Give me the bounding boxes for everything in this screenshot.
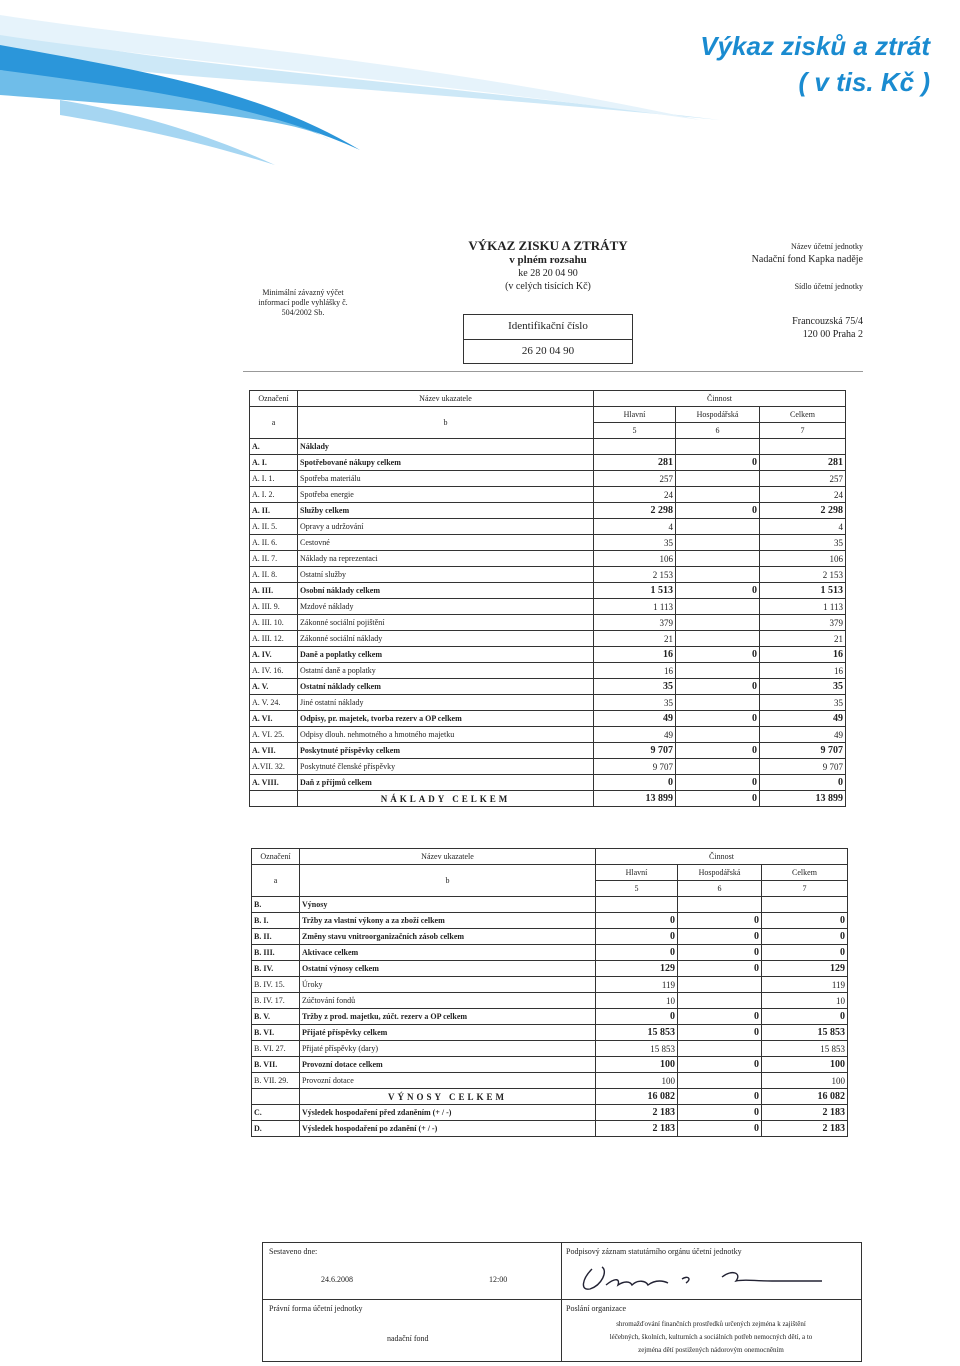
id-number-box [463, 314, 633, 364]
table-row [252, 1121, 848, 1137]
table-row [252, 1057, 848, 1073]
row-economic: 0 [678, 1057, 762, 1073]
table-row [252, 961, 848, 977]
row-total: 100 [762, 1057, 848, 1073]
row-code: A. II. 7. [250, 551, 298, 567]
row-total [762, 897, 848, 913]
row-total: 1 113 [760, 599, 846, 615]
row-economic [676, 631, 760, 647]
statement-scope: v plném rozsahu [509, 254, 587, 266]
row-code: D. [252, 1121, 300, 1137]
row-code: B. VII. 29. [252, 1073, 300, 1089]
row-main: 257 [594, 471, 676, 487]
id-number-value: 26 20 04 90 [521, 345, 575, 357]
row-main: 2 183 [596, 1105, 678, 1121]
table-row [252, 1025, 848, 1041]
row-name: Náklady na reprezentaci [298, 551, 594, 567]
table-row [250, 759, 846, 775]
row-economic [676, 487, 760, 503]
row-name: Provozní dotace celkem [300, 1057, 596, 1073]
row-total: 24 [760, 487, 846, 503]
row-total: 35 [760, 679, 846, 695]
page-title [700, 28, 930, 100]
row-code: A. III. 10. [250, 615, 298, 631]
row-total: 0 [760, 775, 846, 791]
row-name: Daně a poplatky celkem [298, 647, 594, 663]
row-total: 16 [760, 647, 846, 663]
row-main: 9 707 [594, 743, 676, 759]
row-total: 15 853 [762, 1025, 848, 1041]
row-name: Mzdové náklady [298, 599, 594, 615]
row-total: 10 [762, 993, 848, 1009]
compiled-time: 12:00 [489, 1275, 508, 1284]
table-row [250, 519, 846, 535]
revenue-total-label: VÝNOSY CELKEM [300, 1089, 596, 1105]
table-row [250, 647, 846, 663]
row-code: A. I. 2. [250, 487, 298, 503]
row-name: Poskytnuté příspěvky celkem [298, 743, 594, 759]
row-economic: 0 [676, 583, 760, 599]
row-total: 0 [762, 945, 848, 961]
row-total: 16 [760, 663, 846, 679]
row-code: A. II. 6. [250, 535, 298, 551]
table-row [250, 679, 846, 695]
row-total: 0 [762, 1009, 848, 1025]
row-code: A. VI. 25. [250, 727, 298, 743]
statement-title-block [443, 238, 653, 293]
row-main: 0 [596, 929, 678, 945]
table-row [250, 503, 846, 519]
legal-form-value: nadační fond [387, 1334, 429, 1343]
table-row [250, 743, 846, 759]
entity-city: 120 00 Praha 2 [802, 329, 863, 340]
row-name: Náklady [298, 439, 594, 455]
row-main: 1 513 [594, 583, 676, 599]
row-name: Spotřeba materiálu [298, 471, 594, 487]
row-name: Spotřebované nákupy celkem [298, 455, 594, 471]
row-name: Daň z příjmů celkem [298, 775, 594, 791]
row-main: 49 [594, 727, 676, 743]
table-row [250, 663, 846, 679]
costs-table: Označení Název ukazatele Činnost a b Hlavní Hospodářská Celkem 5 6 7 A. Náklady A. I. Spotřebované nákupy celkem 281 0 281 A. I. 1. Spotřeba materiálu 257 257 A. I. 2. Spotřeba energie 24 24 A. II. Služby celkem 2 298 0 2 298 A. II. 5. Opravy a udržování 4 4 A. II. 6. Cestovné 35 35 A. II. 7. Náklady na reprezentaci 106 106 A. II. 8. Ostatní služby 2 153 2 153 A. III. Osobní náklady celkem 1 513 0 1 513 A. III. 9. Mzdové náklady 1 113 1 113 A. III. 10. Zákonné sociální pojištění 379 379 A. III. 12. Zákonné sociální náklady 21 21 A. IV. Daně a poplatky celkem 16 0 16 A. IV. 16. Ostatní daně a poplatky 16 16 A. V. Ostatní náklady celkem 35 0 35 A. V. 24. Jiné ostatní náklady 35 35 A. VI. Odpisy, pr. majetek, tvorba rezerv a OP celkem 49 0 49 A. VI. 25. Odpisy dlouh. nehmotného a hmotného majetku 49 49 A. VII. Poskytnuté příspěvky celkem 9 707 0 9 707 A.VII. 32. Poskytnuté členské příspěvky 9 707 9 707 A. VIII. Daň z příjmů celkem 0 0 0 NÁKLADY CELKEM 13 899 0 13 899 [249, 390, 846, 807]
row-economic [676, 759, 760, 775]
table-row [250, 487, 846, 503]
row-economic [678, 1041, 762, 1057]
compiled-date: 24.6.2008 [321, 1275, 353, 1284]
row-total: 2 298 [760, 503, 846, 519]
table-row [250, 535, 846, 551]
row-economic [678, 1073, 762, 1089]
row-economic [678, 977, 762, 993]
row-code: B. I. [252, 913, 300, 929]
row-code: A. V. 24. [250, 695, 298, 711]
row-main: 16 [594, 663, 676, 679]
row-code: B. VII. [252, 1057, 300, 1073]
row-economic [676, 727, 760, 743]
row-code: A. I. 1. [250, 471, 298, 487]
revenue-table: Označení Název ukazatele Činnost a b Hlavní Hospodářská Celkem 5 6 7 B. Výnosy B. I. Tržby za vlastní výkony a za zboží celkem 0 0 0 B. II. Změny stavu vnitroorganizačních zásob celkem 0 0 0 B. III. Aktivace celkem 0 0 0 B. IV. Ostatní výnosy celkem 129 0 129 B. IV. 15. Úroky 119 119 B. IV. 17. Zúčtování fondů 10 10 B. V. Tržby z prod. majetku, zúčt. rezerv a OP celkem 0 0 0 B. VI. Přijaté příspěvky celkem 15 853 0 15 853 B. VI. 27. Přijaté příspěvky (dary) 15 853 15 853 B. VII. Provozní dotace celkem 100 0 100 B. VII. 29. Provozní dotace 100 100 VÝNOSY CELKEM 16 082 0 16 082 C. Výsledek hospodaření před zdaněním (+ / -) 2 183 0 2 183 D. Výsledek hospodaření po zdanění (+ / -) 2 183 0 2 183 [251, 848, 848, 1137]
table-row [250, 631, 846, 647]
row-name: Zákonné sociální pojištění [298, 615, 594, 631]
row-name: Cestovné [298, 535, 594, 551]
row-economic: 0 [678, 1025, 762, 1041]
row-economic: 0 [678, 1009, 762, 1025]
table-row [252, 1009, 848, 1025]
row-code: B. VI. [252, 1025, 300, 1041]
table-row [250, 471, 846, 487]
row-economic: 0 [678, 1105, 762, 1121]
revenue-total-row: VÝNOSY CELKEM 16 082 0 16 082 [252, 1089, 848, 1105]
row-code: A. III. 9. [250, 599, 298, 615]
col-economic: Hospodářská [676, 407, 760, 423]
row-name: Přijaté příspěvky celkem [300, 1025, 596, 1041]
table-row [252, 897, 848, 913]
page-title-line1: Výkaz zisků a ztrát [700, 31, 930, 61]
row-main: 0 [596, 1009, 678, 1025]
row-total: 281 [760, 455, 846, 471]
row-code: B. IV. 15. [252, 977, 300, 993]
row-code: B. III. [252, 945, 300, 961]
row-main: 129 [596, 961, 678, 977]
row-economic: 0 [678, 1121, 762, 1137]
row-economic: 0 [678, 945, 762, 961]
row-total: 2 183 [762, 1121, 848, 1137]
row-total: 379 [760, 615, 846, 631]
row-economic [676, 599, 760, 615]
row-economic [676, 519, 760, 535]
row-main: 119 [596, 977, 678, 993]
row-total: 119 [762, 977, 848, 993]
row-main: 1 113 [594, 599, 676, 615]
legal-form-label: Právní forma účetní jednotky [269, 1304, 363, 1313]
table-row [250, 727, 846, 743]
legal-note: Minimální závazný výčet informací podle vyhlášky č. 504/2002 Sb. [258, 288, 348, 317]
row-total: 9 707 [760, 759, 846, 775]
row-code: A. II. [250, 503, 298, 519]
col-name: Název ukazatele [298, 391, 594, 407]
header-waves-decoration [0, 0, 720, 200]
table-row [250, 711, 846, 727]
row-economic [676, 567, 760, 583]
row-economic [676, 471, 760, 487]
table-row [250, 455, 846, 471]
col-activity: Činnost [594, 391, 846, 407]
row-total: 9 707 [760, 743, 846, 759]
row-code: A. II. 8. [250, 567, 298, 583]
row-main: 9 707 [594, 759, 676, 775]
row-economic: 0 [678, 913, 762, 929]
row-name: Tržby za vlastní výkony a za zboží celkem [300, 913, 596, 929]
statement-units: (v celých tisících Kč) [505, 281, 591, 292]
row-code: A. VII. [250, 743, 298, 759]
signature-icon [572, 1259, 832, 1297]
row-name: Ostatní výnosy celkem [300, 961, 596, 977]
table-row [252, 945, 848, 961]
row-code: A. VI. [250, 711, 298, 727]
row-economic: 0 [676, 647, 760, 663]
row-name: Opravy a udržování [298, 519, 594, 535]
row-code: B. IV. [252, 961, 300, 977]
row-main: 100 [596, 1073, 678, 1089]
header-divider [243, 371, 863, 372]
row-total: 2 153 [760, 567, 846, 583]
row-total: 35 [760, 535, 846, 551]
row-total: 129 [762, 961, 848, 977]
row-main: 0 [594, 775, 676, 791]
row-code: A. VIII. [250, 775, 298, 791]
row-total: 257 [760, 471, 846, 487]
table-row [252, 913, 848, 929]
page-title-line2: ( v tis. Kč ) [798, 67, 930, 97]
table-row [250, 695, 846, 711]
row-name: Tržby z prod. majetku, zúčt. rezerv a OP celkem [300, 1009, 596, 1025]
row-main: 100 [596, 1057, 678, 1073]
row-name: Ostatní náklady celkem [298, 679, 594, 695]
col-designation: Označení [250, 391, 298, 407]
row-main: 35 [594, 695, 676, 711]
row-total: 21 [760, 631, 846, 647]
row-code: A. II. 5. [250, 519, 298, 535]
table-row [252, 993, 848, 1009]
row-economic [676, 615, 760, 631]
row-name: Osobní náklady celkem [298, 583, 594, 599]
row-main [596, 897, 678, 913]
table-row [250, 439, 846, 455]
row-main: 35 [594, 535, 676, 551]
row-economic [676, 535, 760, 551]
row-main: 15 853 [596, 1041, 678, 1057]
row-main: 0 [596, 913, 678, 929]
compiled-label: Sestaveno dne: [269, 1247, 318, 1256]
row-code: B. IV. 17. [252, 993, 300, 1009]
row-economic [676, 663, 760, 679]
row-economic: 0 [676, 775, 760, 791]
entity-street: Francouzská 75/4 [792, 316, 863, 327]
costs-total-label: NÁKLADY CELKEM [298, 791, 594, 807]
entity-name: Nadační fond Kapka naděje [751, 254, 863, 265]
table-row [250, 567, 846, 583]
row-main: 16 [594, 647, 676, 663]
row-economic [676, 439, 760, 455]
row-main: 106 [594, 551, 676, 567]
row-main: 15 853 [596, 1025, 678, 1041]
entity-info: Název účetní jednotky Nadační fond Kapka naděje Sídlo účetní jednotky Francouzská 75/4 120 00 Praha 2 [713, 240, 863, 341]
row-main: 10 [596, 993, 678, 1009]
row-name: Ostatní daně a poplatky [298, 663, 594, 679]
row-name: Aktivace celkem [300, 945, 596, 961]
row-name: Úroky [300, 977, 596, 993]
row-total: 100 [762, 1073, 848, 1089]
row-main: 2 298 [594, 503, 676, 519]
signature-footer [262, 1242, 862, 1362]
row-name: Provozní dotace [300, 1073, 596, 1089]
table-row [252, 1105, 848, 1121]
row-total: 4 [760, 519, 846, 535]
table-row [252, 977, 848, 993]
row-name: Výsledek hospodaření před zdaněním (+ / -) [300, 1105, 596, 1121]
row-name: Odpisy dlouh. nehmotného a hmotného majetku [298, 727, 594, 743]
row-code: A. IV. 16. [250, 663, 298, 679]
table-row [250, 599, 846, 615]
col-total: Celkem [760, 407, 846, 423]
table-row [250, 583, 846, 599]
row-main: 4 [594, 519, 676, 535]
row-total: 49 [760, 727, 846, 743]
row-name: Změny stavu vnitroorganizačních zásob celkem [300, 929, 596, 945]
table-row [250, 775, 846, 791]
row-name: Spotřeba energie [298, 487, 594, 503]
row-economic [678, 993, 762, 1009]
statement-date: ke 28 20 04 90 [518, 268, 578, 279]
row-economic [676, 695, 760, 711]
row-economic [676, 551, 760, 567]
row-code: B. II. [252, 929, 300, 945]
row-main: 379 [594, 615, 676, 631]
row-economic: 0 [676, 711, 760, 727]
row-main: 24 [594, 487, 676, 503]
row-total: 35 [760, 695, 846, 711]
col-main: Hlavní [594, 407, 676, 423]
row-economic [678, 897, 762, 913]
row-code: A. V. [250, 679, 298, 695]
row-total: 1 513 [760, 583, 846, 599]
row-economic: 0 [678, 929, 762, 945]
statement-title: VÝKAZ ZISKU A ZTRÁTY [468, 238, 628, 253]
row-total: 106 [760, 551, 846, 567]
row-name: Výnosy [300, 897, 596, 913]
signature-label: Podpisový záznam statutárního orgánu účetní jednotky [566, 1247, 742, 1256]
row-main: 35 [594, 679, 676, 695]
row-name: Jiné ostatní náklady [298, 695, 594, 711]
row-main: 49 [594, 711, 676, 727]
row-economic: 0 [676, 503, 760, 519]
row-name: Ostatní služby [298, 567, 594, 583]
row-name: Výsledek hospodaření po zdanění (+ / -) [300, 1121, 596, 1137]
row-economic: 0 [676, 455, 760, 471]
row-code: B. VI. 27. [252, 1041, 300, 1057]
table-row [250, 551, 846, 567]
row-code: B. V. [252, 1009, 300, 1025]
row-code: A.VII. 32. [250, 759, 298, 775]
row-total [760, 439, 846, 455]
row-code: C. [252, 1105, 300, 1121]
row-code: A. III. [250, 583, 298, 599]
row-economic: 0 [678, 961, 762, 977]
row-main: 281 [594, 455, 676, 471]
row-name: Zúčtování fondů [300, 993, 596, 1009]
row-code: A. III. 12. [250, 631, 298, 647]
row-code: A. IV. [250, 647, 298, 663]
row-name: Odpisy, pr. majetek, tvorba rezerv a OP celkem [298, 711, 594, 727]
row-code: A. I. [250, 455, 298, 471]
table-row [252, 929, 848, 945]
table-row [252, 1041, 848, 1057]
row-name: Poskytnuté členské příspěvky [298, 759, 594, 775]
row-total: 2 183 [762, 1105, 848, 1121]
row-economic: 0 [676, 679, 760, 695]
row-main [594, 439, 676, 455]
activity-text: shromažďování finančních prostředků určených zejména k zajištění léčebných, školních, kulturních a sociálních potřeb nemocných dětí, a to zejména dětí postižených nádorovým onemocněním [609, 1320, 813, 1354]
costs-total-row: NÁKLADY CELKEM 13 899 0 13 899 [250, 791, 846, 807]
row-name: Přijaté příspěvky (dary) [300, 1041, 596, 1057]
row-code: B. [252, 897, 300, 913]
row-total: 15 853 [762, 1041, 848, 1057]
row-main: 21 [594, 631, 676, 647]
row-economic: 0 [676, 743, 760, 759]
table-row [250, 615, 846, 631]
row-total: 0 [762, 913, 848, 929]
table-row [252, 1073, 848, 1089]
row-main: 2 153 [594, 567, 676, 583]
row-name: Zákonné sociální náklady [298, 631, 594, 647]
row-main: 0 [596, 945, 678, 961]
row-main: 2 183 [596, 1121, 678, 1137]
id-number-label: Identifikační číslo [464, 315, 632, 340]
row-total: 49 [760, 711, 846, 727]
row-name: Služby celkem [298, 503, 594, 519]
row-total: 0 [762, 929, 848, 945]
row-code: A. [250, 439, 298, 455]
statement-header [243, 228, 863, 378]
activity-label: Poslání organizace [566, 1304, 627, 1313]
